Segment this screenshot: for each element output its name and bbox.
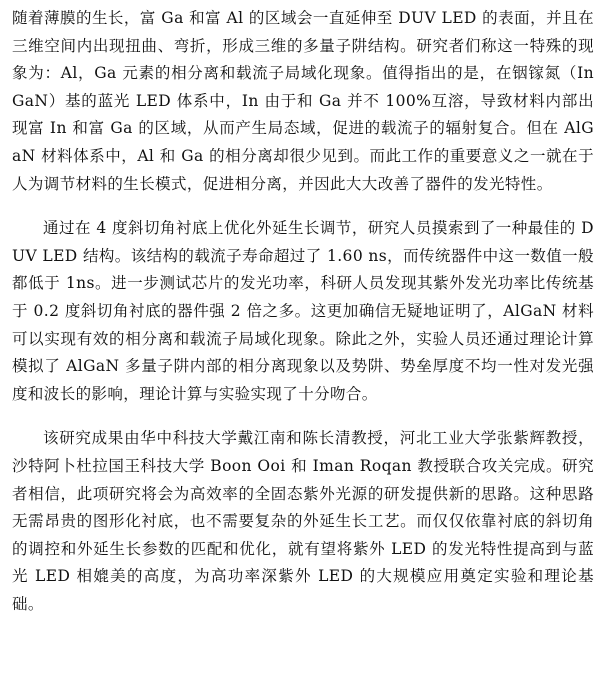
paragraph-research-team: 该研究成果由华中科技大学戴江南和陈长清教授，河北工业大学张紫辉教授，沙特阿卜杜拉国王科技大学 Boon Ooi 和 Iman Roqan 教授联合攻关完成。研究者相信，此项研究将会为高效率的全固态紫外光源的研发提供新的思路。这种思路无需昂贵的图形化衬底，也不需要复杂的外延生长工艺。而仅仅依靠衬底的斜切角的调控和外延生长参数的匹配和优化，就有望将紫外 LED 的发光特性提高到与蓝光 LED 相媲美的高度，为高功率深紫外 LED 的大规模应用奠定实验和理论基础。 [12,429,594,613]
paragraph-optimal-structure: 通过在 4 度斜切角衬底上优化外延生长调节，研究人员摸索到了一种最佳的 DUV LED 结构。该结构的载流子寿命超过了 1.60 ns，而传统器件中这一数值一般都低于 1ns。进一步测试芯片的发光功率，科研人员发现其紫外发光功率比传统基于 0.2 度斜切角衬底的器件强 2 倍之多。这更加确信无疑地证明了，AlGaN 材料可以实现有效的相分离和载流子局域化现象。除此之外，实验人员还通过理论计算模拟了 AlGaN 多量子阱内部的相分离现象以及势阱、势垒厚度不均一性对发光强度和波长的影响，理论计算与实验实现了十分吻合。 [12,219,594,403]
paragraph-phase-separation: 随着薄膜的生长，富 Ga 和富 Al 的区域会一直延伸至 DUV LED 的表面，并且在三维空间内出现扭曲、弯折，形成三维的多量子阱结构。研究者们称这一特殊的现象为：Al，Ga 元素的相分离和载流子局域化现象。值得指出的是，在铟镓氮（InGaN）基的蓝光 LED 体系中，In 由于和 Ga 并不 100%互溶，导致材料内部出现富 In 和富 Ga 的区域，从而产生局态域，促进的载流子的辐射复合。但在 AlGaN 材料体系中，Al 和 Ga 的相分离却很少见到。而此工作的重要意义之一就在于人为调节材料的生长模式，促进相分离，并因此大大改善了器件的发光特性。 [12,9,594,193]
